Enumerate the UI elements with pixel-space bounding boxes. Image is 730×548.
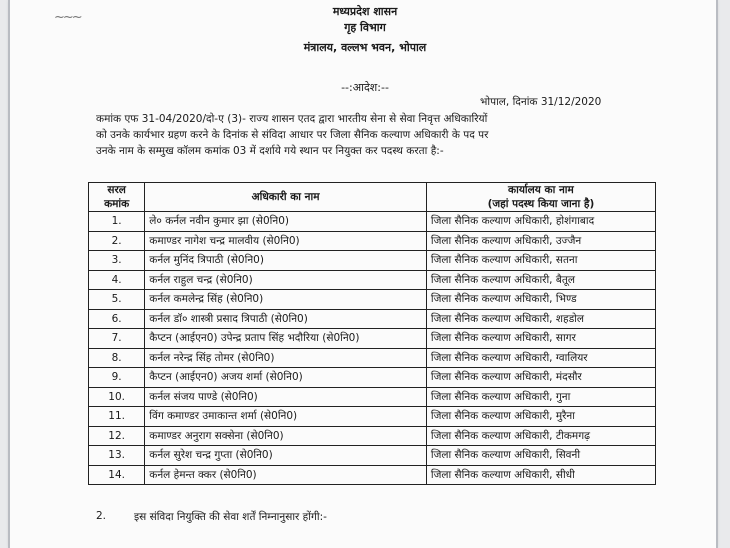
page-edge-left [8, 0, 10, 548]
paragraph-line: को उनके कार्यभार ग्रहण करने के दिनांक से संविदा आधार पर जिला सैनिक कल्याण अधिकारी के पद पर [96, 129, 489, 141]
header-sn-line2: कमांक [104, 198, 130, 210]
row-serial: 10. [89, 387, 145, 407]
header-office-line2: (जहां पदस्थ किया जाना है) [487, 198, 595, 210]
row-officer-name: कर्नल नरेन्द्र सिंह तोमर (से0नि0) [145, 348, 427, 368]
header-office-line1: कार्यालय का नाम [508, 184, 574, 196]
table-row [89, 368, 656, 388]
row-officer-name: कर्नल कमलेन्द्र सिंह (से0नि0) [145, 290, 427, 310]
page-edge-right [716, 0, 718, 548]
row-serial: 1. [89, 212, 145, 232]
table-row [89, 407, 656, 427]
row-office-name: जिला सैनिक कल्याण अधिकारी, बैतूल [426, 270, 655, 290]
row-office-name: जिला सैनिक कल्याण अधिकारी, गुना [426, 387, 655, 407]
row-serial: 8. [89, 348, 145, 368]
point-2-text: इस संविदा नियुक्ति की सेवा शर्तें निम्नानुसार होंगी:- [134, 511, 327, 523]
row-officer-name: कर्नल राहुल चन्द्र (से0नि0) [145, 270, 427, 290]
row-serial: 12. [89, 426, 145, 446]
row-officer-name: कर्नल सुरेश चन्द्र गुप्ता (से0नि0) [145, 446, 427, 466]
row-officer-name: कैप्टन (आईएन0) अजय शर्मा (से0नि0) [145, 368, 427, 388]
header-address: मंत्रालय, वल्लभ भवन, भोपाल [303, 41, 427, 54]
table-row [89, 348, 656, 368]
table-row [89, 231, 656, 251]
row-office-name: जिला सैनिक कल्याण अधिकारी, भिण्ड [426, 290, 655, 310]
header-name: अधिकारी का नाम [145, 183, 427, 212]
table-row [89, 329, 656, 349]
row-officer-name: कर्नल संजय पाण्डे (से0नि0) [145, 387, 427, 407]
document-page [10, 0, 716, 548]
order-date: भोपाल, दिनांक 31/12/2020 [480, 96, 602, 108]
row-office-name: जिला सैनिक कल्याण अधिकारी, होशंगाबाद [426, 212, 655, 232]
row-office-name: जिला सैनिक कल्याण अधिकारी, मुरैना [426, 407, 655, 427]
table-row [89, 465, 656, 485]
table-row [89, 426, 656, 446]
table-row [89, 251, 656, 271]
row-serial: 7. [89, 329, 145, 349]
header-department: गृह विभाग [344, 21, 386, 34]
row-serial: 5. [89, 290, 145, 310]
row-officer-name: ले० कर्नल नवीन कुमार झा (से0नि0) [145, 212, 427, 232]
header-sn [89, 183, 145, 212]
row-office-name: जिला सैनिक कल्याण अधिकारी, ग्वालियर [426, 348, 655, 368]
table-row [89, 387, 656, 407]
row-officer-name: कर्नल डॉ० शास्त्री प्रसाद त्रिपाठी (से0नि0) [145, 309, 427, 329]
paragraph-line: उनके नाम के सम्मुख कॉलम कमांक 03 में दर्शाये गये स्थान पर नियुक्त कर पदस्थ करता है:- [96, 145, 444, 157]
row-office-name: जिला सैनिक कल्याण अधिकारी, उज्जैन [426, 231, 655, 251]
point-2-number: 2. [96, 510, 107, 522]
order-title: --:आदेश:-- [341, 81, 389, 94]
table-row [89, 212, 656, 232]
row-officer-name: कर्नल मुनिंद त्रिपाठी (से0नि0) [145, 251, 427, 271]
table-header-row [89, 183, 656, 212]
officers-table [88, 182, 656, 485]
header-office [426, 183, 655, 212]
row-serial: 9. [89, 368, 145, 388]
table-row [89, 446, 656, 466]
paragraph-line: कमांक एफ 31-04/2020/दो-ए (3)- राज्य शासन एतद द्वारा भारतीय सेना से सेवा निवृत्त अधिकारियों [96, 113, 488, 125]
row-serial: 6. [89, 309, 145, 329]
header-sn-line1: सरल [107, 184, 126, 196]
row-serial: 13. [89, 446, 145, 466]
table-row [89, 309, 656, 329]
row-office-name: जिला सैनिक कल्याण अधिकारी, शहडोल [426, 309, 655, 329]
row-officer-name: कर्नल हेमन्त क्कर (से0नि0) [145, 465, 427, 485]
row-officer-name: कैप्टन (आईएन0) उपेन्द्र प्रताप सिंह भदौरिया (से0नि0) [145, 329, 427, 349]
row-serial: 4. [89, 270, 145, 290]
table-row [89, 290, 656, 310]
pen-mark: ~~~ [54, 10, 81, 25]
row-office-name: जिला सैनिक कल्याण अधिकारी, सतना [426, 251, 655, 271]
row-officer-name: कमाण्डर अनुराग सक्सेना (से0नि0) [145, 426, 427, 446]
row-serial: 14. [89, 465, 145, 485]
row-serial: 11. [89, 407, 145, 427]
row-officer-name: कमाण्डर नागेश चन्द्र मालवीय (से0नि0) [145, 231, 427, 251]
row-serial: 2. [89, 231, 145, 251]
row-office-name: जिला सैनिक कल्याण अधिकारी, सागर [426, 329, 655, 349]
row-office-name: जिला सैनिक कल्याण अधिकारी, मंदसौर [426, 368, 655, 388]
row-office-name: जिला सैनिक कल्याण अधिकारी, टीकमगढ़ [426, 426, 655, 446]
row-office-name: जिला सैनिक कल्याण अधिकारी, सिवनी [426, 446, 655, 466]
header-state: मध्यप्रदेश शासन [332, 5, 398, 18]
order-paragraph [96, 111, 626, 159]
table-row [89, 270, 656, 290]
row-office-name: जिला सैनिक कल्याण अधिकारी, सीधी [426, 465, 655, 485]
row-officer-name: विंग कमाण्डर उमाकान्त शर्मा (से0नि0) [145, 407, 427, 427]
row-serial: 3. [89, 251, 145, 271]
